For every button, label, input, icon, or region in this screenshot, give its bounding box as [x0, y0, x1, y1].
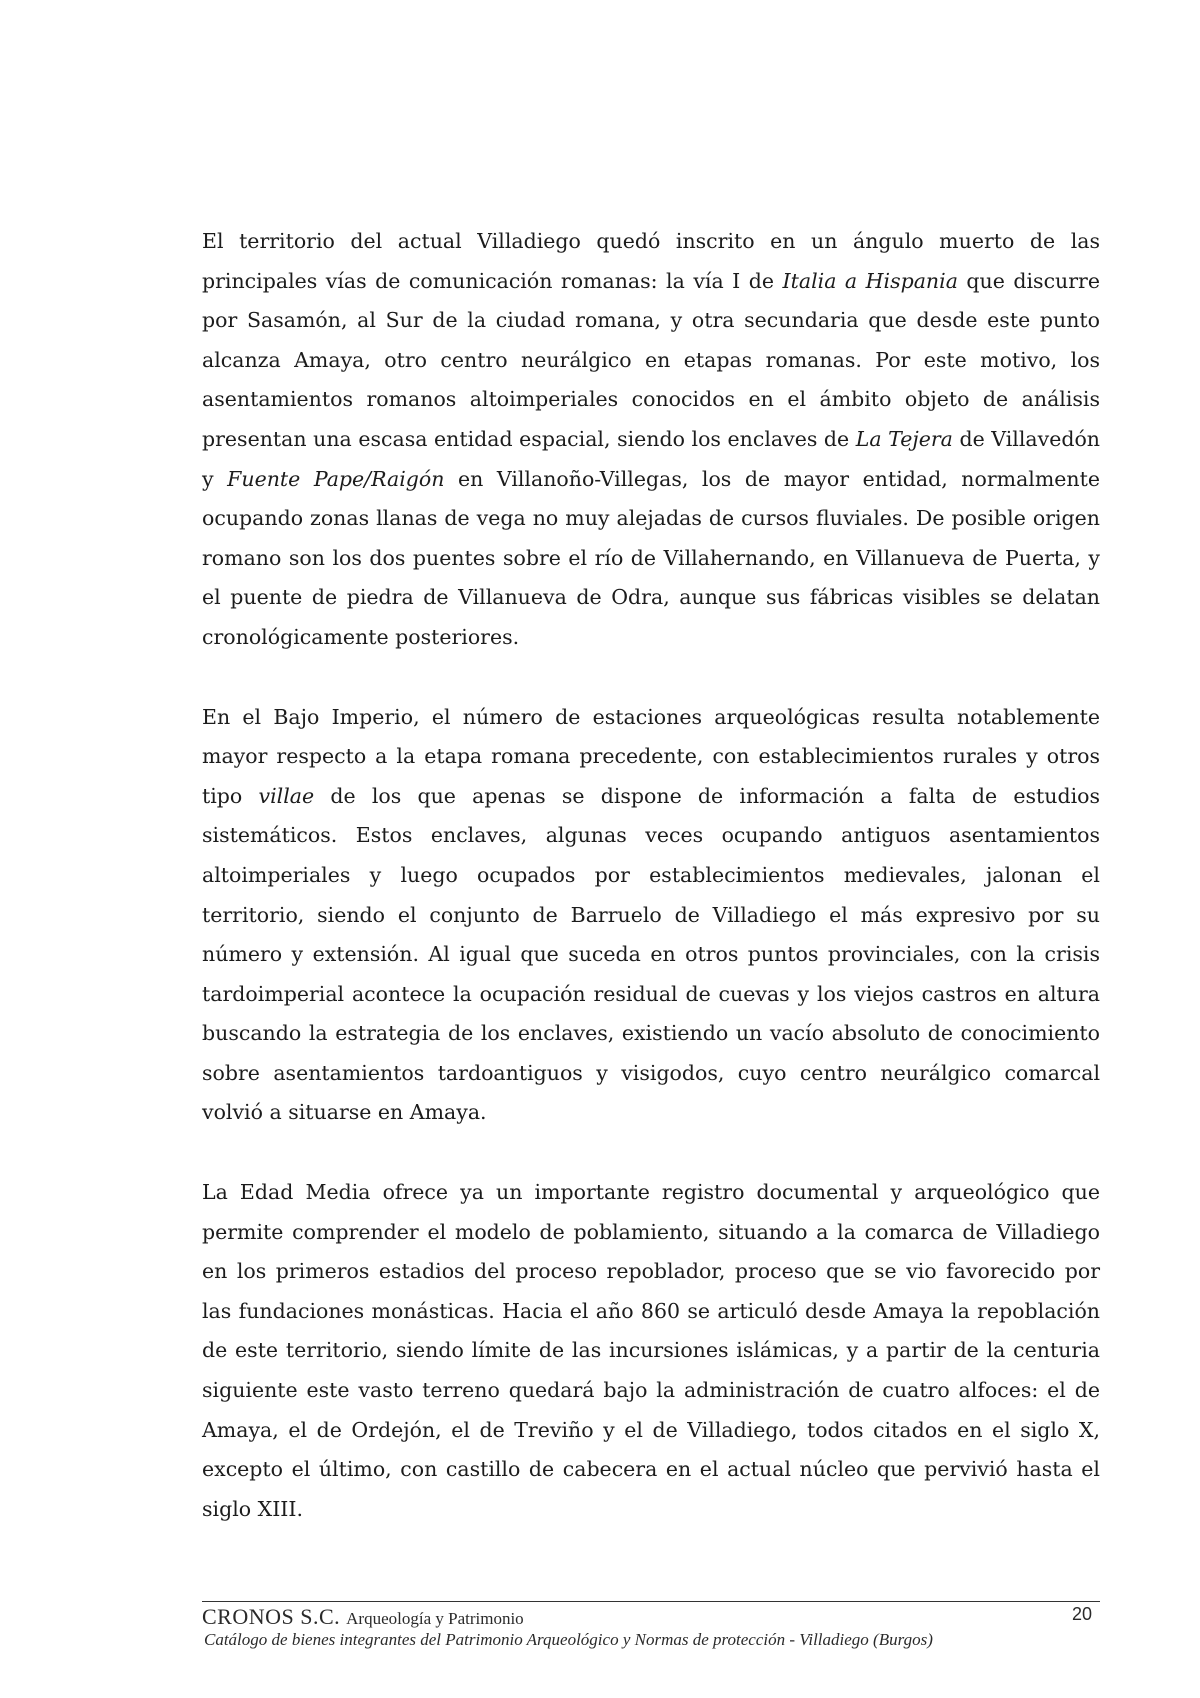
paragraph-late-empire — [202, 698, 1100, 1134]
paragraph-roman-period — [202, 222, 1100, 658]
italic-term: La Tejera — [855, 426, 953, 451]
italic-term: Italia a Hispania — [782, 268, 958, 293]
text-run: de los que apenas se dispone de información a falta de estudios sistemáticos. Estos enclaves, algunas veces ocupando antiguos asentamientos altoimperiales y luego ocupados por establecimientos medievales, jalonan el territorio, siendo el conjunto de Barruelo de Villadiego el más expresivo por su número y extensión. Al igual que suceda en otros puntos provinciales, con la crisis tardoimperial acontece la ocupación residual de cuevas y los viejos castros en altura buscando la estrategia de los enclaves, existiendo un vacío absoluto de conocimiento sobre asentamientos tardoantiguos y visigodos, cuyo centro neurálgico comarcal volvió a situarse en Amaya. — [202, 783, 1100, 1125]
footer-brand: CRONOS S.C. — [202, 1604, 341, 1629]
italic-term: villae — [258, 783, 315, 808]
text-run: En el Bajo Imperio, el número de estaciones arqueológicas resulta notablemente mayor respecto a la etapa romana precedente, con establecimientos rurales y otros tipo — [202, 704, 1100, 808]
page-number: 20 — [1071, 1604, 1092, 1624]
footer-brand-subtitle: Arqueología y Patrimonio — [346, 1609, 524, 1628]
text-run: que discurre por Sasamón, al Sur de la ciudad romana, y otra secundaria que desde este punto alcanza Amaya, otro centro neurálgico en etapas romanas. Por este motivo, los asentamientos romanos altoimperiales conocidos en el ámbito objeto de análisis presentan una escasa entidad espacial, siendo los enclaves de — [202, 268, 1100, 451]
footer-catalog-line: Catálogo de bienes integrantes del Patrimonio Arqueológico y Normas de protección - Villadiego (Burgos) — [204, 1630, 933, 1649]
text-run: de Villavedón y — [202, 426, 1101, 491]
italic-term: Fuente Pape/Raigón — [227, 466, 445, 491]
page-body — [202, 222, 1100, 1569]
footer-brand-line — [202, 1604, 1100, 1630]
text-run: El territorio del actual Villadiego quedó inscrito en un ángulo muerto de las principales vías de comunicación romanas: la vía I de — [202, 229, 1100, 293]
text-run: La Edad Media ofrece ya un importante registro documental y arqueológico que permite comprender el modelo de poblamiento, situando a la comarca de Villadiego en los primeros estadios del proceso repoblador, proceso que se vio favorecido por las fundaciones monásticas. Hacia el año 860 se articuló desde Amaya la repoblación de este territorio, siendo límite de las incursiones islámicas, y a partir de la centuria siguiente este vasto terreno quedará bajo la administración de cuatro alfoces: el de Amaya, el de Ordejón, el de Treviño y el de Villadiego, todos citados en el siglo X, excepto el último, con castillo de cabecera en el actual núcleo que pervivió hasta el siglo XIII. — [202, 1180, 1100, 1521]
paragraph-middle-ages — [202, 1173, 1100, 1529]
page-footer — [202, 1601, 1100, 1650]
footer-divider — [202, 1601, 1100, 1602]
text-run: en Villanoño-Villegas, los de mayor entidad, normalmente ocupando zonas llanas de vega no muy alejadas de cursos fluviales. De posible origen romano son los dos puentes sobre el río de Villahernando, en Villanueva de Puerta, y el puente de piedra de Villanueva de Odra, aunque sus fábricas visibles se delatan cronológicamente posteriores. — [202, 466, 1100, 649]
